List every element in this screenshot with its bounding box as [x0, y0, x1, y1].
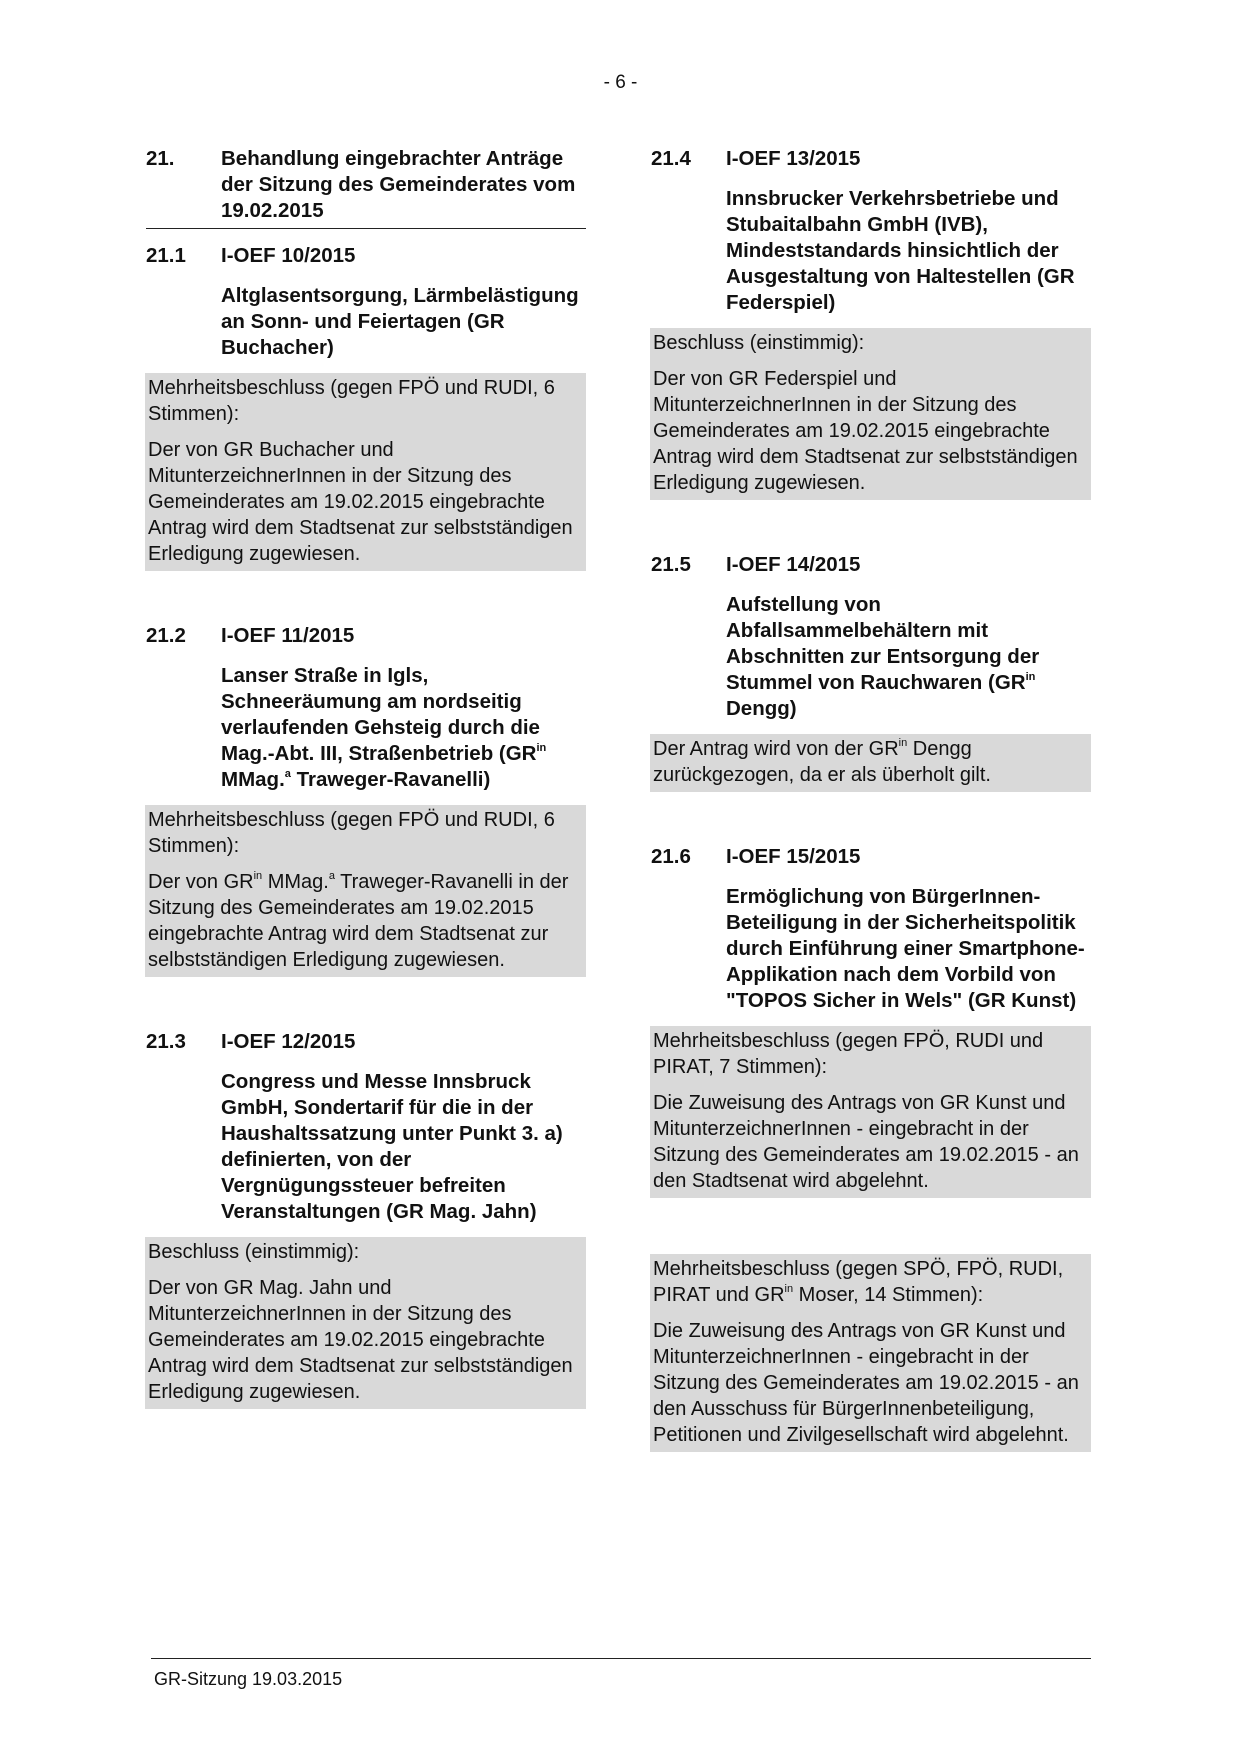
item-number: 21.2 — [146, 624, 186, 647]
item-code: I-OEF 15/2015 — [726, 845, 861, 868]
item-number: 21.6 — [651, 845, 691, 868]
footer-divider — [151, 1658, 1091, 1659]
decision-text: Der von GR Federspiel und MitunterzeichnerInnen in der Sitzung des Gemeinderates am 19.02.2015 eingebrachte Antrag wird dem Stadtsenat zur selbstständigen Erledigung zugewiesen. — [653, 368, 1078, 494]
agenda-item-21-1 — [146, 243, 586, 571]
item-code: I-OEF 13/2015 — [726, 147, 861, 170]
item-code: I-OEF 14/2015 — [726, 553, 861, 576]
agenda-item-21-2 — [146, 623, 586, 977]
page-number: - 6 - — [603, 72, 638, 93]
item-title: Lanser Straße in Igls, Schneeräumung am nordseitig verlaufenden Gehsteig durch die Mag.-Abt. III, Straßenbetrieb ($GR^{in}$ MMag.$^a$ Traweger-Ravanelli) — [221, 664, 547, 791]
decision-text: Die Zuweisung des Antrags von GR Kunst und MitunterzeichnerInnen - eingebracht in der Sitzung des Gemeinderates am 19.02.2015 - an den Ausschuss für BürgerInnenbeteiligung, Petitionen und Zivilgesellschaft wird abgelehnt. — [653, 1320, 1079, 1446]
main-heading-number: 21. — [146, 147, 175, 170]
left-column — [146, 146, 586, 1461]
decision-label: Mehrheitsbeschluss (gegen FPÖ und RUDI, 6 Stimmen): — [148, 377, 555, 425]
item-number: 21.3 — [146, 1030, 186, 1053]
item-number: 21.1 — [146, 244, 186, 267]
agenda-item-21-3 — [146, 1029, 586, 1409]
decision-text: Der von GR Mag. Jahn und MitunterzeichnerInnen in der Sitzung des Gemeinderates am 19.02.2015 eingebrachte Antrag wird dem Stadtsenat zur selbstständigen Erledigung zugewiesen. — [148, 1277, 573, 1403]
main-heading-text: Behandlung eingebrachter Anträge der Sitzung des Gemeinderates vom 19.02.2015 — [221, 147, 576, 222]
item-number: 21.5 — [651, 553, 691, 576]
decision-label: Beschluss (einstimmig): — [653, 332, 865, 354]
decision-label: Mehrheitsbeschluss (gegen FPÖ, RUDI und PIRAT, 7 Stimmen): — [653, 1030, 1044, 1078]
item-title: Innsbrucker Verkehrsbetriebe und Stubaitalbahn GmbH (IVB), Mindeststandards hinsichtlich der Ausgestaltung von Haltestellen (GR Federspiel) — [726, 187, 1075, 314]
decision-label: Mehrheitsbeschluss (gegen SPÖ, FPÖ, RUDI, PIRAT und $GR^{in}$ Moser, 14 Stimmen): — [653, 1258, 1064, 1306]
decision-label: Beschluss (einstimmig): — [148, 1241, 360, 1263]
decision-text: Der Antrag wird von der $GR^{in}$ Dengg zurückgezogen, da er als überholt gilt. — [653, 737, 991, 786]
item-title: Aufstellung von Abfallsammelbehältern mit Abschnitten zur Entsorgung der Stummel von Rauchwaren ($GR^{in}$ Dengg) — [726, 593, 1040, 720]
item-title: Altglasentsorgung, Lärmbelästigung an Sonn- und Feiertagen (GR Buchacher) — [221, 284, 579, 359]
decision-box — [145, 373, 586, 571]
item-number: 21.4 — [651, 147, 691, 170]
right-column — [651, 146, 1091, 1504]
decision-label: Mehrheitsbeschluss (gegen FPÖ und RUDI, 6 Stimmen): — [148, 809, 555, 857]
item-code: I-OEF 11/2015 — [221, 624, 355, 647]
agenda-item-21-5 — [651, 552, 1091, 792]
decision-text: Der von GR Buchacher und MitunterzeichnerInnen in der Sitzung des Gemeinderates am 19.02.2015 eingebrachte Antrag wird dem Stadtsenat zur selbstständigen Erledigung zugewiesen. — [148, 439, 573, 565]
item-title: Ermöglichung von BürgerInnen-Beteiligung in der Sicherheitspolitik durch Einführung einer Smartphone-Applikation nach dem Vorbild von "TOPOS Sicher in Wels" (GR Kunst) — [726, 885, 1085, 1012]
footer-text: GR-Sitzung 19.03.2015 — [154, 1669, 343, 1689]
item-code: I-OEF 12/2015 — [221, 1030, 356, 1053]
main-heading — [146, 146, 586, 229]
agenda-item-21-4 — [651, 146, 1091, 500]
decision-box — [650, 1026, 1091, 1198]
decision-box — [145, 805, 586, 977]
decision-text: Die Zuweisung des Antrags von GR Kunst und MitunterzeichnerInnen - eingebracht in der Sitzung des Gemeinderates am 19.02.2015 - an den Stadtsenat wird abgelehnt. — [653, 1092, 1079, 1192]
item-code: I-OEF 10/2015 — [221, 244, 356, 267]
item-title: Congress und Messe Innsbruck GmbH, Sondertarif für die in der Haushaltssatzung unter Punkt 3. a) definierten, von der Vergnügungssteuer befreiten Veranstaltungen (GR Mag. Jahn) — [221, 1070, 563, 1223]
agenda-item-21-6 — [651, 844, 1091, 1452]
decision-box — [650, 328, 1091, 500]
decision-box — [145, 1237, 586, 1409]
decision-box-2 — [650, 1254, 1091, 1452]
decision-text: Der von $GR^{in}$ MMag.$^a$ Traweger-Ravanelli in der Sitzung des Gemeinderates am 19.02.2015 eingebrachte Antrag wird dem Stadtsenat zur selbstständigen Erledigung zugewiesen. — [148, 870, 569, 971]
decision-box — [650, 734, 1091, 792]
